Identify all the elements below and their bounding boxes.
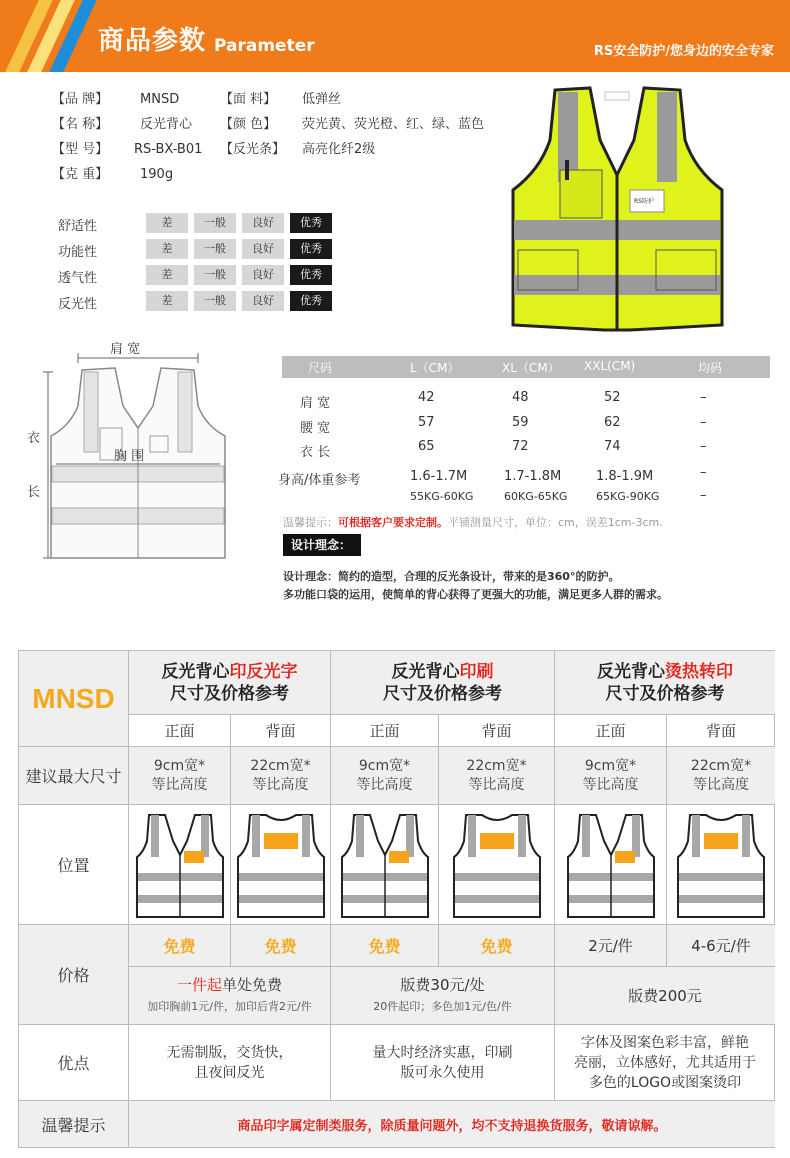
shoulder-label: 肩 宽 <box>110 342 141 357</box>
length-label-top: 衣 <box>27 431 41 446</box>
rating-label: 舒适性 <box>58 219 98 234</box>
measure-tip <box>283 514 663 530</box>
spec-value: 190g <box>140 167 174 182</box>
vest-back-thumbnail <box>676 811 766 919</box>
vest-front-thumbnail <box>340 811 430 919</box>
spec-value: 荧光黄、荧光橙、红、绿、蓝色 <box>302 117 485 132</box>
price-cell: 4-6元/件 <box>667 925 775 967</box>
section-title-en: Parameter <box>214 36 315 56</box>
rating-option: 差 <box>146 239 188 259</box>
spec-value: 高亮化纤2级 <box>302 142 376 157</box>
max-size-cell <box>667 747 775 805</box>
size-header-cell: L（CM） <box>410 361 460 375</box>
advantage-label: 优点 <box>19 1025 129 1101</box>
notice-label: 温馨提示 <box>19 1101 129 1147</box>
position-label: 位置 <box>19 805 129 925</box>
size-ref-weight: 65KG-90KG <box>596 490 660 503</box>
advantage-line: 多色的LOGO或图案烫印 <box>588 1074 742 1091</box>
spec-label: 【颜 色】 <box>220 117 277 132</box>
header-slogan: RS安全防护/您身边的安全专家 <box>593 44 774 59</box>
position-cell <box>331 805 439 925</box>
size-line: 等比高度 <box>582 776 639 793</box>
price-cell: 免费 <box>331 925 439 967</box>
rating-option-selected: 优秀 <box>290 213 332 233</box>
size-cell: 57 <box>418 415 435 430</box>
vest-product-image <box>500 80 735 345</box>
size-row-label: 腰 宽 <box>300 421 331 436</box>
spec-value: 反光背心 <box>140 117 193 132</box>
size-line: 22cm宽* <box>466 757 527 774</box>
id-card-text: RS防护 <box>634 198 654 205</box>
price-note-small: 20件起印；多色加1元/色/件 <box>373 999 512 1013</box>
advantage-line: 量大时经济实惠，印刷 <box>372 1044 513 1061</box>
price-label: 价格 <box>19 925 129 1025</box>
size-cell: 52 <box>604 390 621 405</box>
column-title <box>555 651 775 715</box>
advantage-line: 且夜间反光 <box>194 1064 265 1081</box>
price-cell: 免费 <box>439 925 555 967</box>
rating-label: 功能性 <box>58 245 98 260</box>
size-cell: 65 <box>418 439 435 454</box>
column-title <box>331 651 555 715</box>
rating-option: 良好 <box>242 239 284 259</box>
size-line: 9cm宽* <box>584 757 637 774</box>
spec-label: 【面 料】 <box>220 92 277 107</box>
size-row-label: 肩 宽 <box>300 396 331 411</box>
size-row-label: 衣 长 <box>300 445 331 460</box>
rating-option: 一般 <box>194 265 236 285</box>
face-back: 背面 <box>439 715 555 747</box>
column-title-sub: 尺寸及价格参考 <box>605 683 725 704</box>
rating-option: 良好 <box>242 213 284 233</box>
rating-option: 差 <box>146 291 188 311</box>
spec-value: 低弹丝 <box>302 92 342 107</box>
rating-option: 差 <box>146 213 188 233</box>
max-size-cell <box>439 747 555 805</box>
face-back: 背面 <box>231 715 331 747</box>
tip-prefix: 温馨提示： <box>283 516 338 529</box>
rating-option: 一般 <box>194 291 236 311</box>
price-note-small: 加印胸前1元/件，加印后背2元/件 <box>147 999 312 1013</box>
rating-label: 反光性 <box>58 297 98 312</box>
price-note-main: 版费200元 <box>628 986 702 1005</box>
max-size-cell <box>331 747 439 805</box>
max-size-cell <box>555 747 667 805</box>
face-back: 背面 <box>667 715 775 747</box>
price-note <box>129 967 331 1025</box>
size-cell: – <box>700 415 707 430</box>
spec-label: 【品 牌】 <box>52 92 109 107</box>
spec-value: MNSD <box>140 92 180 107</box>
size-ref-height: – <box>700 465 707 480</box>
max-size-cell <box>129 747 231 805</box>
rating-option-selected: 优秀 <box>290 265 332 285</box>
size-line: 等比高度 <box>151 776 208 793</box>
size-line: 22cm宽* <box>690 757 752 774</box>
advantage-line: 字体及图案色彩丰富，鲜艳 <box>581 1034 749 1051</box>
size-ref-label: 身高/体重参考 <box>278 473 361 488</box>
size-line: 等比高度 <box>468 776 525 793</box>
face-front: 正面 <box>129 715 231 747</box>
section-title: 商品参数 <box>98 26 207 56</box>
price-note-highlight: 一件起 <box>176 975 222 994</box>
vest-front-thumbnail <box>566 811 656 919</box>
column-title-sub: 尺寸及价格参考 <box>170 683 289 704</box>
vest-back-thumbnail <box>452 811 542 919</box>
size-header-cell: XXL(CM) <box>584 359 636 373</box>
max-size-label: 建议最大尺寸 <box>19 747 129 805</box>
tip-highlight: 可根据客户要求定制。 <box>338 516 448 529</box>
price-table <box>18 650 775 1148</box>
size-line: 9cm宽* <box>358 757 411 774</box>
column-title-highlight: 烫热转印 <box>665 661 733 682</box>
advantage-line: 版可永久使用 <box>400 1064 485 1081</box>
size-header-cell: 均码 <box>698 361 723 375</box>
concept-line: 设计理念：简约的造型，合理的反光条设计，带来的是360°的防护。 <box>283 570 620 583</box>
rating-option-selected: 优秀 <box>290 239 332 259</box>
column-title-prefix: 反光背心 <box>391 661 460 682</box>
outline-strip <box>178 372 192 452</box>
spec-value: RS-BX-B01 <box>134 142 203 157</box>
reflective-strip <box>657 92 677 182</box>
advantage-cell <box>331 1025 555 1101</box>
position-cell <box>667 805 775 925</box>
spec-label: 【名 称】 <box>52 117 109 132</box>
spec-label: 【克 重】 <box>52 167 109 182</box>
chest-label: 胸 围 <box>114 449 145 464</box>
size-header-cell: 尺码 <box>308 361 333 375</box>
size-line: 22cm宽* <box>250 757 311 774</box>
size-ref-height: 1.6-1.7M <box>410 469 468 484</box>
header-banner <box>0 0 790 72</box>
size-ref-height: 1.8-1.9M <box>596 469 654 484</box>
size-ref-height: 1.7-1.8M <box>504 469 562 484</box>
advantage-cell <box>555 1025 775 1101</box>
position-cell <box>129 805 231 925</box>
size-cell: 59 <box>512 415 529 430</box>
vest-back-thumbnail <box>236 811 326 919</box>
size-header-cell: XL（CM） <box>502 361 560 375</box>
price-cell: 免费 <box>129 925 231 967</box>
position-cell <box>439 805 555 925</box>
size-line: 等比高度 <box>356 776 413 793</box>
rating-option-selected: 优秀 <box>290 291 332 311</box>
price-cell: 免费 <box>231 925 331 967</box>
rating-option: 良好 <box>242 291 284 311</box>
length-label-bottom: 长 <box>27 485 41 500</box>
position-cell <box>555 805 667 925</box>
brand-cell <box>19 651 129 747</box>
size-ref-weight: 60KG-65KG <box>504 490 568 503</box>
concept-title: 设计理念： <box>283 534 361 556</box>
size-ref-weight: – <box>700 488 707 503</box>
size-cell: 48 <box>512 390 529 405</box>
rating-option: 一般 <box>194 239 236 259</box>
price-note <box>331 967 555 1025</box>
rating-option: 一般 <box>194 213 236 233</box>
size-cell: 62 <box>604 415 621 430</box>
vest-front-thumbnail <box>135 811 225 919</box>
price-note-main: 版费30元/处 <box>400 975 485 994</box>
size-line: 9cm宽* <box>153 757 206 774</box>
rating-label: 透气性 <box>58 271 98 286</box>
column-title-highlight: 印刷 <box>459 661 494 682</box>
notice-text: 商品印字属定制类服务，除质量问题外，均不支持退换货服务，敬请谅解。 <box>129 1101 775 1147</box>
column-title-highlight: 印反光字 <box>229 661 298 682</box>
advantage-cell <box>129 1025 331 1101</box>
size-cell: 72 <box>512 439 529 454</box>
price-cell: 2元/件 <box>555 925 667 967</box>
column-title-prefix: 反光背心 <box>597 661 665 682</box>
price-note-main: 单处免费 <box>222 975 283 994</box>
face-front: 正面 <box>555 715 667 747</box>
advantage-line: 亮丽，立体感好，尤其适用于 <box>574 1054 756 1071</box>
brand-logo: MNSD <box>32 682 115 714</box>
size-cell: – <box>700 439 707 454</box>
tip-suffix: 平铺测量尺寸，单位：cm，误差1cm-3cm. <box>448 516 663 529</box>
size-cell: 74 <box>604 439 621 454</box>
column-title-sub: 尺寸及价格参考 <box>383 683 502 704</box>
face-front: 正面 <box>331 715 439 747</box>
column-title-prefix: 反光背心 <box>161 661 230 682</box>
size-cell: – <box>700 390 707 405</box>
outline-strip <box>84 372 98 452</box>
column-title <box>129 651 331 715</box>
neck-label <box>605 92 629 100</box>
size-ref-weight: 55KG-60KG <box>410 490 474 503</box>
size-cell: 42 <box>418 390 435 405</box>
concept-line: 多功能口袋的运用，使简单的背心获得了更强大的功能，满足更多人群的需求。 <box>283 588 668 601</box>
size-line: 等比高度 <box>693 776 749 793</box>
spec-label: 【反光条】 <box>220 142 286 157</box>
size-line: 等比高度 <box>252 776 309 793</box>
rating-option: 良好 <box>242 265 284 285</box>
max-size-cell <box>231 747 331 805</box>
advantage-line: 无需制版，交货快， <box>166 1044 293 1061</box>
measurement-diagram <box>20 336 260 566</box>
rating-option: 差 <box>146 265 188 285</box>
spec-label: 【型 号】 <box>52 142 109 157</box>
size-table-header <box>282 356 770 378</box>
position-cell <box>231 805 331 925</box>
pen-icon <box>565 160 569 180</box>
price-note <box>555 967 775 1025</box>
